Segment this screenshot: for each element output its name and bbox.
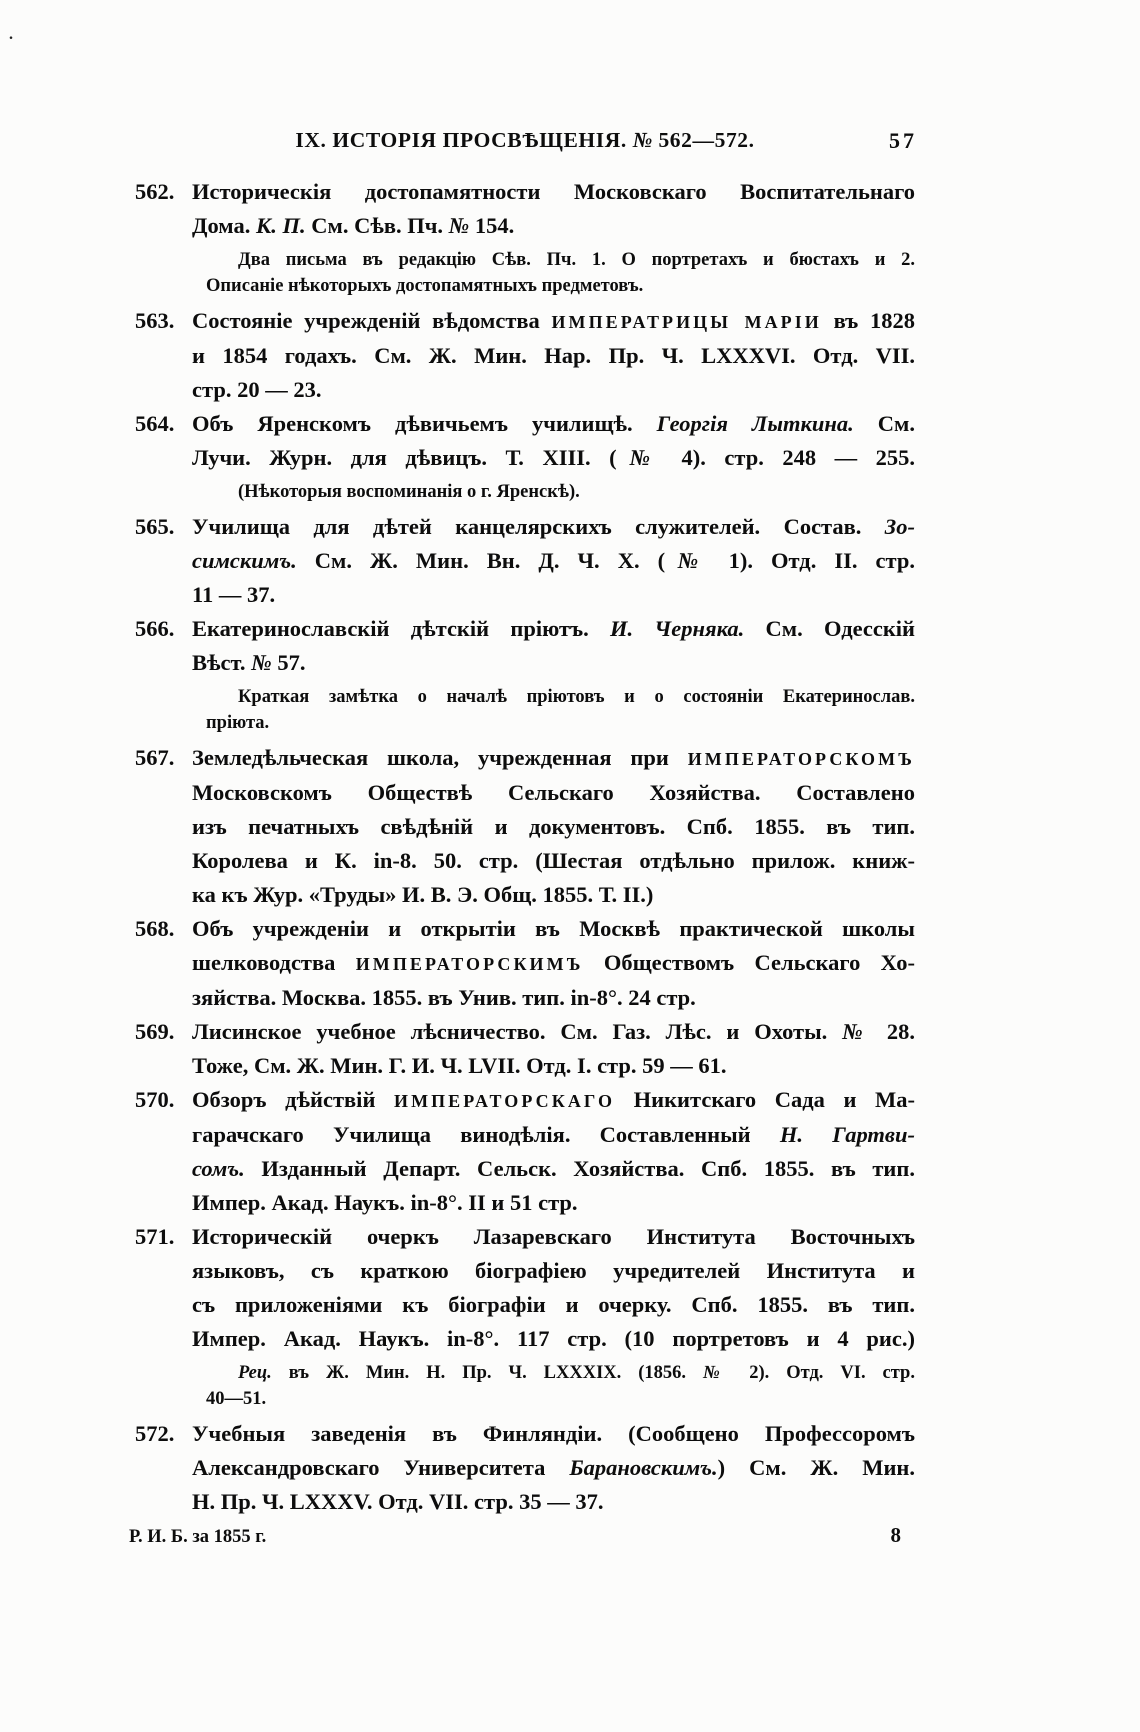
bibliography-entry	[135, 407, 915, 505]
text-line	[192, 946, 915, 981]
entry-body	[192, 407, 915, 505]
entry-body	[192, 612, 915, 736]
text-line	[192, 441, 915, 475]
entry-body	[192, 510, 915, 612]
spaced-caps-text: ИМПЕРАТРИЦЫ МАРІИ	[551, 312, 822, 332]
text-segment: Лучи. Журн. для дѣвицъ. Т. XIII. (	[192, 445, 617, 470]
text-segment: Историческія достопамятности Московскаго Воспитательнаго	[192, 179, 915, 204]
entry-number: 571.	[135, 1224, 175, 1249]
bibliography-entry	[135, 1417, 915, 1519]
text-segment: Импер. Акад. Наукъ. in-8°. 117 стр. (10 портретовъ и 4 рис.)	[192, 1326, 915, 1351]
text-segment: Историческій очеркъ Лазаревскаго Института Восточныхъ	[192, 1224, 915, 1249]
entry-number: 563.	[135, 308, 175, 333]
entry-number: 567.	[135, 745, 175, 770]
section-title	[135, 128, 915, 153]
entry-number: 570.	[135, 1087, 175, 1112]
text-segment: 2). Отд. VI. стр.	[732, 1363, 915, 1383]
italic-text: И. Черняка.	[610, 616, 745, 641]
entry-body	[192, 912, 915, 1015]
text-segment: 57.	[271, 650, 306, 675]
text-segment: въ 1828	[821, 308, 915, 333]
entry-body	[192, 175, 915, 299]
italic-text: Рец.	[238, 1363, 272, 1383]
entry-body	[192, 1083, 915, 1220]
annotation-line	[192, 479, 915, 505]
text-line	[192, 1417, 915, 1451]
annotation-line	[192, 1360, 915, 1386]
entry-body	[192, 1417, 915, 1519]
numero-sign: №	[616, 445, 663, 470]
text-segment: Лисинское учебное лѣсничество. См. Газ. Лѣс. и Охоты.	[192, 1019, 843, 1044]
text-line	[192, 776, 915, 810]
text-line	[192, 578, 915, 612]
text-segment: стр. 20 — 23.	[192, 377, 322, 402]
text-segment: 154.	[469, 213, 515, 238]
annotation-line	[192, 247, 915, 273]
bibliography-entry	[135, 1083, 915, 1220]
text-segment: 28.	[872, 1019, 916, 1044]
text-segment: гарачскаго Училища винодѣлія. Составленный	[192, 1122, 780, 1147]
text-segment: Никитскаго Сада и Ма-	[615, 1087, 916, 1112]
entry-number: 566.	[135, 616, 175, 641]
numero-sign: №	[665, 548, 711, 573]
text-line	[192, 912, 915, 946]
bibliography-entry	[135, 510, 915, 612]
entry-number: 565.	[135, 514, 175, 539]
footer-series-label: Р. И. Б. за 1855 г.	[129, 1527, 267, 1547]
numero-sign: №	[448, 213, 470, 238]
text-segment: См.	[853, 411, 916, 436]
page-footer	[129, 1523, 915, 1548]
text-segment: 4). стр. 248 — 255.	[662, 445, 915, 470]
text-segment: Обществомъ Сельскаго Хо-	[583, 950, 915, 975]
text-segment: 1). Отд. II. стр.	[710, 548, 915, 573]
bibliography-entries	[135, 175, 915, 1519]
text-line	[192, 810, 915, 844]
text-segment: Краткая замѣтка о началѣ пріютовъ и о состояніи Екатеринослав.	[238, 687, 915, 707]
entry-number: 568.	[135, 916, 175, 941]
running-header	[135, 128, 915, 160]
text-segment: Вѣст.	[192, 650, 252, 675]
text-line	[192, 407, 915, 441]
text-segment: Учебныя заведенія въ Финляндіи. (Сообщено Профессоромъ	[192, 1421, 915, 1446]
text-line	[192, 1220, 915, 1254]
entry-body	[192, 1015, 915, 1083]
text-segment: См. Одесскій	[744, 616, 916, 641]
text-segment: 11 — 37.	[192, 582, 276, 607]
text-line	[192, 646, 915, 680]
text-line	[192, 510, 915, 544]
text-line	[192, 741, 915, 776]
text-segment: См. Сѣв. Пч.	[305, 213, 449, 238]
bibliography-entry	[135, 304, 915, 407]
italic-text: Зо-	[884, 514, 915, 539]
text-segment: Импер. Акад. Наукъ. in-8°. II и 51 стр.	[192, 1190, 578, 1215]
numero-sign: №	[702, 1363, 733, 1383]
page-number: 57	[889, 128, 917, 153]
text-segment: См. Ж. Мин. Вн. Д. Ч. X. (	[296, 548, 666, 573]
entry-number: 562.	[135, 179, 175, 204]
numero-sign: №	[632, 128, 653, 152]
entry-number: 572.	[135, 1421, 175, 1446]
text-segment: Училища для дѣтей канцелярскихъ служителей. Состав.	[192, 514, 885, 539]
spaced-caps-text: ИМПЕРАТОРСКИМЪ	[355, 954, 584, 974]
annotation-line	[192, 1386, 915, 1412]
entry-body	[192, 1220, 915, 1412]
text-line	[192, 878, 915, 912]
text-line	[192, 1152, 915, 1186]
text-segment: Объ учрежденіи и открытіи въ Москвѣ практической школы	[192, 916, 915, 941]
text-segment: Тоже, См. Ж. Мин. Г. И. Ч. LVII. Отд. I. стр. 59 — 61.	[192, 1053, 727, 1078]
entry-number: 564.	[135, 411, 175, 436]
text-segment: IX. ИСТОРІЯ ПРОСВѢЩЕНІЯ.	[295, 128, 633, 152]
numero-sign: №	[251, 650, 272, 675]
text-segment: Земледѣльческая школа, учрежденная при	[192, 745, 688, 770]
spaced-caps-text: ИМПЕРАТОРСКОМЪ	[687, 749, 915, 769]
text-line	[192, 1186, 915, 1220]
text-line	[192, 1254, 915, 1288]
text-line	[192, 612, 915, 646]
bibliography-entry	[135, 175, 915, 299]
text-segment: Обзоръ дѣйствій	[192, 1087, 395, 1112]
entry-body	[192, 741, 915, 912]
numero-sign: №	[842, 1019, 873, 1044]
text-line	[192, 1049, 915, 1083]
text-line	[192, 981, 915, 1015]
text-segment: пріюта.	[206, 713, 270, 733]
text-segment: Александровскаго Университета	[192, 1455, 570, 1480]
text-segment: Екатеринославскій дѣтскій пріютъ.	[192, 616, 611, 641]
text-segment: 40—51.	[206, 1389, 267, 1409]
text-segment: съ приложеніями къ біографіи и очерку. Спб. 1855. въ тип.	[192, 1292, 915, 1317]
text-segment: Дома.	[192, 213, 256, 238]
annotation-line	[192, 273, 915, 299]
text-line	[192, 844, 915, 878]
text-segment: Два письма въ редакцію Сѣв. Пч. 1. О портретахъ и бюстахъ и 2.	[238, 250, 915, 270]
text-segment: Н. Пр. Ч. LXXXV. Отд. VII. стр. 35 — 37.	[192, 1489, 604, 1514]
text-line	[192, 1485, 915, 1519]
text-segment: зяйства. Москва. 1855. въ Унив. тип. in-8°. 24 стр.	[192, 985, 696, 1010]
text-line	[192, 1015, 915, 1049]
text-segment: (Нѣкоторыя воспоминанія о г. Яренскѣ).	[238, 482, 580, 502]
italic-text: сомъ.	[192, 1156, 245, 1181]
text-segment: изъ печатныхъ свѣдѣній и документовъ. Спб. 1855. въ тип.	[192, 814, 915, 839]
spaced-caps-text: ИМПЕРАТОРСКАГО	[394, 1091, 616, 1111]
annotation-line	[192, 710, 915, 736]
text-line	[192, 1083, 915, 1118]
text-segment: 562—572.	[652, 128, 755, 152]
text-line	[192, 544, 915, 578]
text-segment: Объ Яренскомъ дѣвичьемъ училищѣ.	[192, 411, 657, 436]
page-content	[129, 128, 917, 1548]
text-segment: ) См. Ж. Мин.	[717, 1455, 916, 1480]
text-line	[192, 1451, 915, 1485]
text-segment: въ Ж. Мин. Н. Пр. Ч. LXXXIX. (1856.	[271, 1363, 703, 1383]
text-segment: Состояніе учрежденій вѣдомства	[192, 308, 552, 333]
italic-text: Барановскимъ.	[569, 1455, 718, 1480]
text-segment: шелководства	[192, 950, 356, 975]
text-segment: Королева и К. in-8. 50. стр. (Шестая отдѣльно прилож. книж-	[192, 848, 915, 873]
text-line	[192, 373, 915, 407]
text-segment: Описаніе нѣкоторыхъ достопамятныхъ предметовъ.	[206, 276, 644, 296]
text-segment: Московскомъ Обществѣ Сельскаго Хозяйства. Составлено	[192, 780, 915, 805]
signature-number: 8	[890, 1523, 901, 1547]
text-segment: Изданный Департ. Сельск. Хозяйства. Спб. 1855. въ тип.	[244, 1156, 915, 1181]
text-segment: и 1854 годахъ. См. Ж. Мин. Нар. Пр. Ч. LXXXVI. Отд. VII.	[192, 343, 915, 368]
italic-text: Георгія Лыткина.	[656, 411, 854, 436]
bibliography-entry	[135, 1220, 915, 1412]
text-line	[192, 1288, 915, 1322]
annotation-line	[192, 684, 915, 710]
text-line	[192, 1118, 915, 1152]
text-line	[192, 1322, 915, 1356]
text-line	[192, 175, 915, 209]
text-line	[192, 339, 915, 373]
italic-text: симскимъ.	[192, 548, 297, 573]
italic-text: Н. Гартви-	[779, 1122, 915, 1147]
entry-number: 569.	[135, 1019, 175, 1044]
bibliography-entry	[135, 612, 915, 736]
italic-text: К. П.	[255, 213, 306, 238]
text-line	[192, 209, 915, 243]
text-line	[192, 304, 915, 339]
text-segment: языковъ, съ краткою біографіею учредителей Института и	[192, 1258, 915, 1283]
bibliography-entry	[135, 912, 915, 1015]
bibliography-entry	[135, 741, 915, 912]
scan-speck: .	[9, 26, 13, 43]
entry-body	[192, 304, 915, 407]
text-segment: ка къ Жур. «Труды» И. В. Э. Общ. 1855. Т. II.)	[192, 882, 654, 907]
bibliography-entry	[135, 1015, 915, 1083]
